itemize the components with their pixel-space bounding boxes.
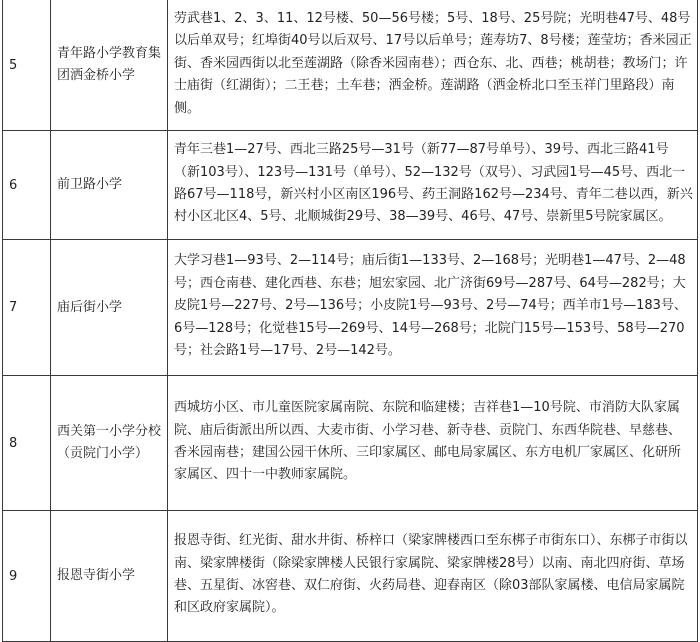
table-row <box>3 131 698 240</box>
table-row <box>3 240 698 376</box>
table-row <box>3 376 698 511</box>
school-name: 庙后街小学 <box>51 240 168 376</box>
enrollment-area: 大学习巷1—93号、2—114号；庙后街1—133号、2—168号；光明巷1—47号、2—48号；西仓南巷、建化西巷、东巷；旭宏家园、北广济街69号—287号、64号—282号；大皮院1号—227号、2号—136号；小皮院1号—93号、2号—74号；西羊市1号—183号、6号—128号；化觉巷15号—269号、14号—268号；北院门15号—153号、58号—270号；社会路1号—17号、2号—142号。 <box>168 240 698 376</box>
enrollment-area: 西城坊小区、市儿童医院家属南院、东院和临建楼；吉祥巷1—10号院、市消防大队家属院、庙后街派出所以西、大麦市街、小学习巷、新寺巷、贡院门、东西华院巷、早慈巷、香米园南巷；建国公园干休所、三印家属区、邮电局家属区、东方电机厂家属区、化研所家属区、四十一中教师家属院。 <box>168 376 698 511</box>
school-district-table <box>2 0 698 642</box>
table-row <box>3 0 698 131</box>
enrollment-area: 青年三巷1—27号、西北三路25号—31号（新77—87号单号）、39号、西北三路41号（新103号）、123号—131号（单号）、52—132号（双号）、习武园1号—45号、西北一路67号—118号，新兴村小区南区196号、药王洞路162号—234号、青年二巷以西，新兴村小区北区4、5号、北顺城街29号、38—39号、46号、47号、崇新里5号院家属区。 <box>168 131 698 240</box>
row-index: 7 <box>3 240 51 376</box>
enrollment-area: 劳武巷1、2、3、11、12号楼、50—56号楼；5号、18号、25号院；光明巷47号、48号以后单双号；红埠街40号以后双号、17号以后单号；莲寿坊7、8号楼；莲莹坊；香米园正街、香米园西街以北至莲湖路（除香米园南巷）；西仓东、北、西巷；桃胡巷；教场门；许士庙街（红湖街）；二王巷；土车巷；洒金桥。莲湖路（洒金桥北口至玉祥门里路段）南侧。 <box>168 0 698 131</box>
row-index: 9 <box>3 511 51 642</box>
school-name: 西关第一小学分校（贡院门小学） <box>51 376 168 511</box>
enrollment-area: 报恩寺街、红光街、甜水井街、桥梓口（梁家牌楼西口至东梆子市街东口）、东梆子市街以南、梁家牌楼街（除梁家牌楼人民银行家属院、梁家牌楼28号）以南、南北四府街、草场巷、五星街、冰窖巷、双仁府街、火药局巷、迎春南区（除03部队家属楼、电信局家属院和区政府家属院）。 <box>168 511 698 642</box>
row-index: 8 <box>3 376 51 511</box>
school-name: 报恩寺街小学 <box>51 511 168 642</box>
row-index: 5 <box>3 0 51 131</box>
school-name: 前卫路小学 <box>51 131 168 240</box>
row-index: 6 <box>3 131 51 240</box>
table-row <box>3 511 698 642</box>
school-name: 青年路小学教育集团洒金桥小学 <box>51 0 168 131</box>
